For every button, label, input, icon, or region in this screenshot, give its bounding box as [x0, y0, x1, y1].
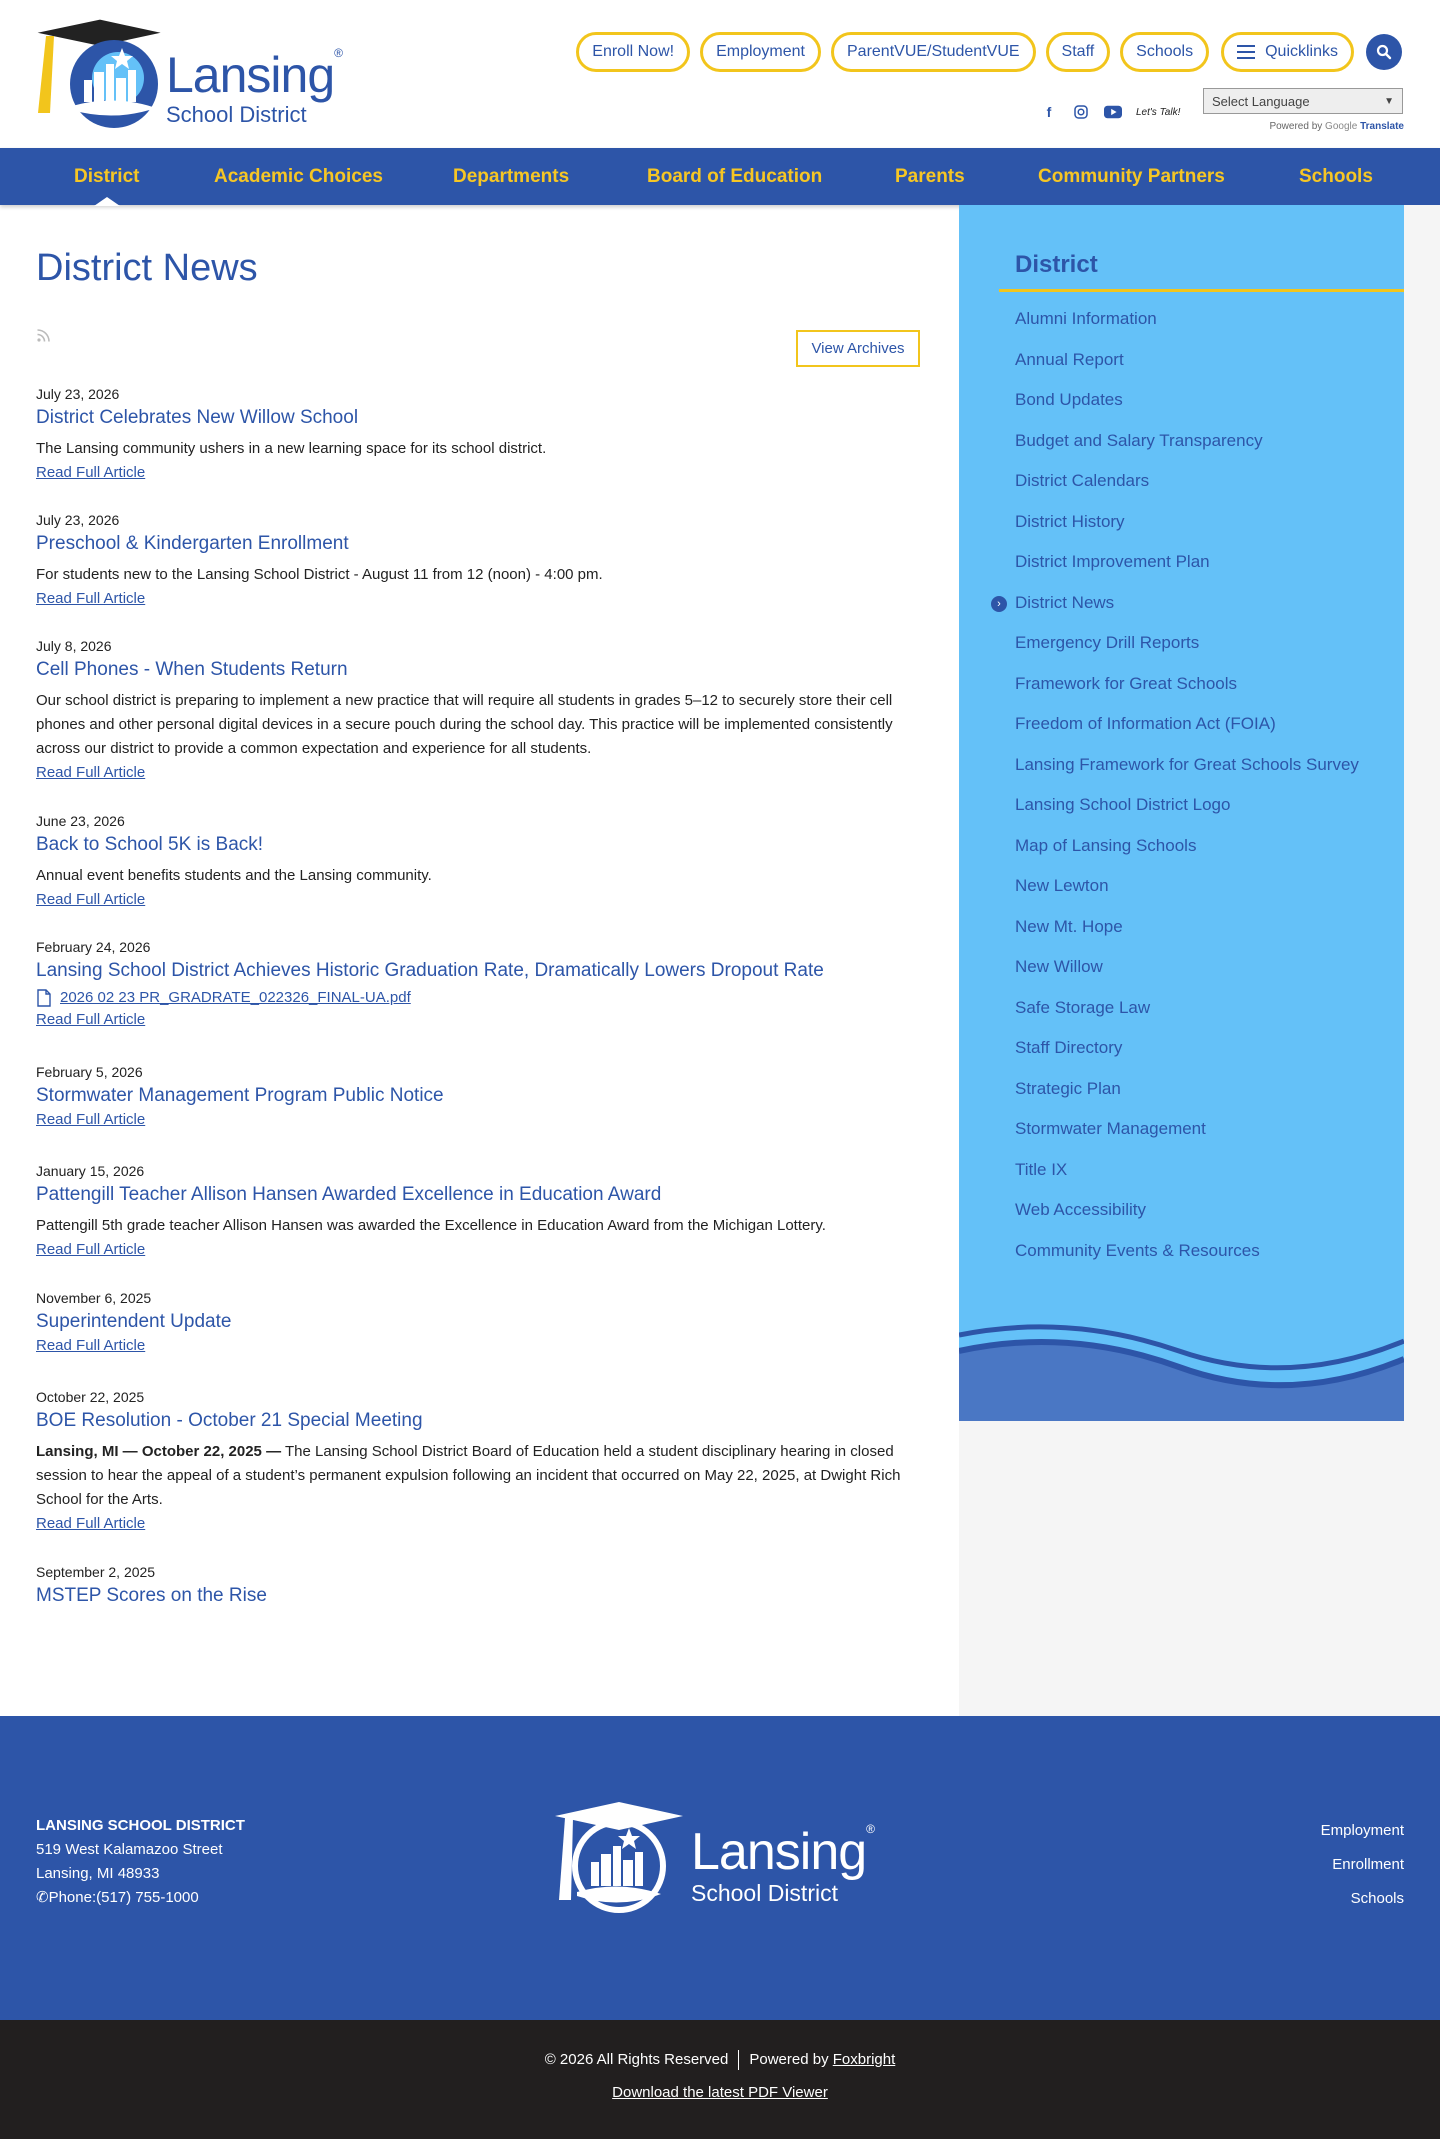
sidebar-item-label: Community Events & Resources [1015, 1240, 1260, 1260]
news-article [36, 637, 926, 783]
sidebar-wave-decoration [959, 1299, 1404, 1421]
article-title-link[interactable]: Pattengill Teacher Allison Hansen Awarded Excellence in Education Award [36, 1184, 662, 1205]
nav-item-academic-choices[interactable]: Academic Choices [214, 166, 383, 187]
article-title-link[interactable]: Cell Phones - When Students Return [36, 659, 348, 680]
sidebar-item-label: New Lewton [1015, 876, 1109, 895]
article-summary-text: Our school district is preparing to implement a new practice that will require all students in grades 5–12 to securely store their cell phones and other personal digital devices in a secure pouch during the school day. This practice will be implemented consistently across our district to provide a common expectation and experience for all students. [36, 692, 893, 757]
sidebar-item[interactable] [1015, 429, 1359, 470]
sidebar-item[interactable] [1015, 996, 1359, 1037]
foxbright-link[interactable]: Foxbright [832, 2050, 896, 2068]
sidebar-item[interactable] [1015, 348, 1359, 389]
language-select[interactable] [1203, 88, 1403, 114]
view-archives-button[interactable]: View Archives [796, 330, 920, 367]
page-title: District News [36, 247, 258, 289]
article-summary-text: For students new to the Lansing School District - August 11 from 12 (noon) - 4:00 pm. [36, 566, 603, 583]
parentvue-button[interactable]: ParentVUE/StudentVUE [831, 32, 1036, 72]
article-title-link[interactable]: Preschool & Kindergarten Enrollment [36, 533, 349, 554]
pdf-attachment-name: 2026 02 23 PR_GRADRATE_022326_FINAL-UA.pdf [60, 989, 411, 1006]
staff-button[interactable]: Staff [1046, 32, 1111, 72]
utility-buttons [576, 32, 1354, 72]
article-summary [36, 1440, 926, 1512]
social-links [1040, 103, 1184, 121]
chevron-right-icon: › [991, 596, 1007, 612]
sidebar-item[interactable] [1015, 955, 1359, 996]
news-article [36, 1289, 926, 1356]
section-sidebar [959, 205, 1404, 1421]
schools-button[interactable]: Schools [1120, 32, 1209, 72]
footer-address [36, 1814, 245, 1910]
pdf-viewer-link[interactable]: Download the latest PDF Viewer [612, 2084, 828, 2101]
article-date: October 22, 2025 [36, 1389, 145, 1405]
read-full-article-link[interactable]: Read Full Article [36, 1515, 146, 1532]
read-full-article-link[interactable]: Read Full Article [36, 1241, 146, 1258]
footer-link-enrollment[interactable]: Enrollment [1332, 1856, 1404, 1873]
article-summary [36, 1214, 926, 1238]
article-title-link[interactable]: District Celebrates New Willow School [36, 407, 359, 428]
article-title-link[interactable]: BOE Resolution - October 21 Special Meeting [36, 1410, 423, 1431]
nav-item-board-of-education[interactable]: Board of Education [647, 166, 823, 187]
read-full-article-link[interactable]: Read Full Article [36, 891, 146, 908]
sidebar-item-label: Stormwater Management [1015, 1119, 1206, 1138]
article-date: July 8, 2026 [36, 638, 112, 654]
footer-city: Lansing, MI 48933 [36, 1865, 160, 1882]
news-article [36, 938, 926, 1030]
google-wordmark: Google [1325, 121, 1358, 132]
sidebar-item[interactable] [1015, 753, 1359, 794]
facebook-icon[interactable]: f [1046, 104, 1052, 120]
sidebar-item[interactable] [1015, 510, 1359, 551]
nav-item-parents[interactable]: Parents [895, 166, 965, 187]
sidebar-item-label: Strategic Plan [1015, 1078, 1121, 1098]
hamburger-icon [1237, 45, 1255, 59]
powered-by-text: Powered by [749, 2050, 829, 2068]
youtube-icon[interactable] [1104, 103, 1122, 121]
article-date: July 23, 2026 [36, 386, 120, 402]
sidebar-item-label: Budget and Salary Transparency [1015, 430, 1263, 450]
news-article [36, 511, 926, 609]
google-translate-credit [1269, 121, 1404, 132]
news-article [36, 1063, 926, 1130]
sidebar-item-label: Alumni Information [1015, 309, 1157, 328]
sidebar-item[interactable] [1015, 1158, 1359, 1199]
news-article [36, 812, 926, 910]
footer-org-name: LANSING SCHOOL DISTRICT [36, 1817, 245, 1834]
sidebar-item-label: Safe Storage Law [1015, 997, 1151, 1017]
lets-talk-link[interactable]: Let's Talk! [1136, 106, 1181, 118]
sidebar-item[interactable] [1015, 793, 1359, 834]
sidebar-item-label: Staff Directory [1015, 1038, 1123, 1057]
article-dateline: Lansing, MI — October 22, 2025 — [36, 1443, 282, 1460]
sidebar-item[interactable] [1015, 307, 1359, 348]
quicklinks-label: Quicklinks [1265, 43, 1338, 60]
article-title-link[interactable]: Lansing School District Achieves Historic Graduation Rate, Dramatically Lowers Dropout Rate [36, 960, 824, 981]
footer-logo[interactable] [553, 1800, 893, 1920]
copyright-bar [0, 2020, 1440, 2139]
footer-logo-subtitle: School District [691, 1880, 838, 1906]
sidebar-item-label: District Calendars [1015, 471, 1150, 490]
article-summary-text: Annual event benefits students and the Lansing community. [36, 867, 432, 884]
search-icon [1376, 44, 1392, 60]
read-full-article-link[interactable]: Read Full Article [36, 1111, 146, 1128]
phone-icon: ✆ [36, 1889, 49, 1906]
footer-link-employment[interactable]: Employment [1320, 1822, 1404, 1839]
news-article [36, 1563, 926, 1608]
footer-logo-wordmark: Lansing® [691, 1822, 874, 1881]
sidebar-menu [997, 307, 1359, 1279]
article-summary [36, 689, 926, 761]
read-full-article-link[interactable]: Read Full Article [36, 590, 146, 607]
nav-item-community-partners[interactable]: Community Partners [1038, 166, 1225, 187]
article-title-link[interactable]: MSTEP Scores on the Rise [36, 1585, 267, 1606]
sidebar-item-label: District News [1015, 592, 1115, 612]
sidebar-item[interactable] [997, 591, 1359, 632]
news-article [36, 1388, 926, 1534]
sidebar-item-label: Freedom of Information Act (FOIA) [1015, 714, 1276, 733]
sidebar-item[interactable] [1015, 712, 1359, 753]
graduation-cap-logo-icon [36, 18, 166, 128]
logo-subtitle: School District [166, 102, 307, 127]
sidebar-item[interactable] [1015, 834, 1359, 875]
article-date: July 23, 2026 [36, 512, 120, 528]
site-header [0, 0, 1440, 148]
sidebar-item-label: Annual Report [1015, 349, 1124, 369]
sidebar-item[interactable] [1015, 388, 1359, 429]
sidebar-item[interactable] [1015, 874, 1359, 915]
article-date: November 6, 2025 [36, 1290, 152, 1306]
sidebar-item-label: Web Accessibility [1015, 1200, 1147, 1219]
pdf-file-icon [36, 989, 52, 1007]
sidebar-item-label: Lansing School District Logo [1015, 795, 1231, 814]
article-date: September 2, 2025 [36, 1564, 156, 1580]
article-date: February 5, 2026 [36, 1064, 143, 1080]
pdf-attachment-link[interactable] [36, 988, 926, 1008]
sidebar-item[interactable] [1015, 631, 1359, 672]
article-title-link[interactable]: Stormwater Management Program Public Notice [36, 1085, 444, 1106]
rss-icon[interactable] [36, 327, 52, 343]
read-full-article-link[interactable]: Read Full Article [36, 764, 146, 781]
instagram-icon[interactable] [1072, 103, 1090, 121]
sidebar-item[interactable] [1015, 469, 1359, 510]
main-navigation [0, 148, 1440, 205]
sidebar-item[interactable] [1015, 1036, 1359, 1077]
sidebar-item[interactable] [1015, 1198, 1359, 1239]
read-full-article-link[interactable]: Read Full Article [36, 1337, 146, 1354]
article-date: February 24, 2026 [36, 939, 151, 955]
sidebar-item[interactable] [1015, 1239, 1359, 1280]
news-article [36, 385, 926, 483]
footer-phone-number: Phone:(517) 755-1000 [48, 1889, 199, 1906]
chevron-down-icon: ▼ [1384, 95, 1394, 107]
sidebar-item[interactable] [1015, 672, 1359, 713]
read-full-article-link[interactable]: Read Full Article [36, 464, 146, 481]
article-summary [36, 563, 926, 587]
sidebar-item-label: Title IX [1015, 1159, 1068, 1179]
sidebar-item[interactable] [1015, 1077, 1359, 1118]
district-logo[interactable] [36, 18, 356, 128]
language-select-value: Select Language [1212, 93, 1310, 109]
sidebar-item[interactable] [1015, 550, 1359, 591]
sidebar-item-label: Emergency Drill Reports [1015, 633, 1200, 652]
article-summary [36, 437, 926, 461]
divider [738, 2050, 739, 2070]
copyright-line [0, 2050, 1440, 2070]
enroll-now-button[interactable]: Enroll Now! [576, 32, 690, 72]
sidebar-item-label: Map of Lansing Schools [1015, 835, 1197, 855]
sidebar-item[interactable] [1015, 915, 1359, 956]
sidebar-title: District [1015, 251, 1098, 278]
article-title-link[interactable]: Back to School 5K is Back! [36, 834, 264, 855]
article-date: June 23, 2026 [36, 813, 125, 829]
news-article [36, 1162, 926, 1260]
quicklinks-button[interactable] [1221, 32, 1354, 72]
article-summary-text: The Lansing School District Board of Education held a student disciplinary hearing in closed session to hear the appeal of a student’s permanent expulsion following an incident that occurred on May 22, 2025, at Dwight Rich School for the Arts. [36, 1443, 901, 1508]
article-summary [36, 864, 926, 888]
article-summary-text: The Lansing community ushers in a new learning space for its school district. [36, 440, 547, 457]
sidebar-item-label: District History [1015, 511, 1125, 531]
sidebar-item-label: Lansing Framework for Great Schools Survey [1015, 754, 1359, 774]
nav-item-district[interactable]: District [74, 166, 140, 187]
copyright-text: © 2026 All Rights Reserved [544, 2050, 729, 2068]
powered-by-text: Powered by [1269, 121, 1323, 132]
search-button[interactable] [1366, 34, 1402, 70]
article-title-link[interactable]: Superintendent Update [36, 1311, 232, 1332]
site-footer [0, 1716, 1440, 2020]
sidebar-item-label: New Willow [1015, 957, 1103, 976]
sidebar-item-label: District Improvement Plan [1015, 552, 1210, 571]
footer-link-schools[interactable]: Schools [1350, 1890, 1404, 1907]
sidebar-item-label: Framework for Great Schools [1015, 673, 1238, 693]
sidebar-divider [999, 289, 1404, 292]
footer-street: 519 West Kalamazoo Street [36, 1841, 223, 1858]
employment-button[interactable]: Employment [700, 32, 821, 72]
read-full-article-link[interactable]: Read Full Article [36, 1011, 146, 1028]
graduation-cap-logo-icon [553, 1800, 683, 1920]
article-summary-text: Pattengill 5th grade teacher Allison Hansen was awarded the Excellence in Education Award from the Michigan Lottery. [36, 1217, 826, 1234]
footer-links [1321, 1814, 1404, 1916]
translate-link[interactable]: Translate [1360, 121, 1404, 132]
sidebar-item-label: Bond Updates [1015, 390, 1123, 409]
sidebar-item-label: New Mt. Hope [1015, 916, 1123, 936]
nav-item-schools[interactable]: Schools [1299, 166, 1373, 187]
sidebar-item[interactable] [1015, 1117, 1359, 1158]
footer-phone[interactable] [36, 1886, 245, 1910]
active-nav-indicator [94, 197, 120, 206]
nav-item-departments[interactable]: Departments [453, 166, 570, 187]
logo-wordmark: Lansing® [166, 46, 342, 103]
article-date: January 15, 2026 [36, 1163, 145, 1179]
